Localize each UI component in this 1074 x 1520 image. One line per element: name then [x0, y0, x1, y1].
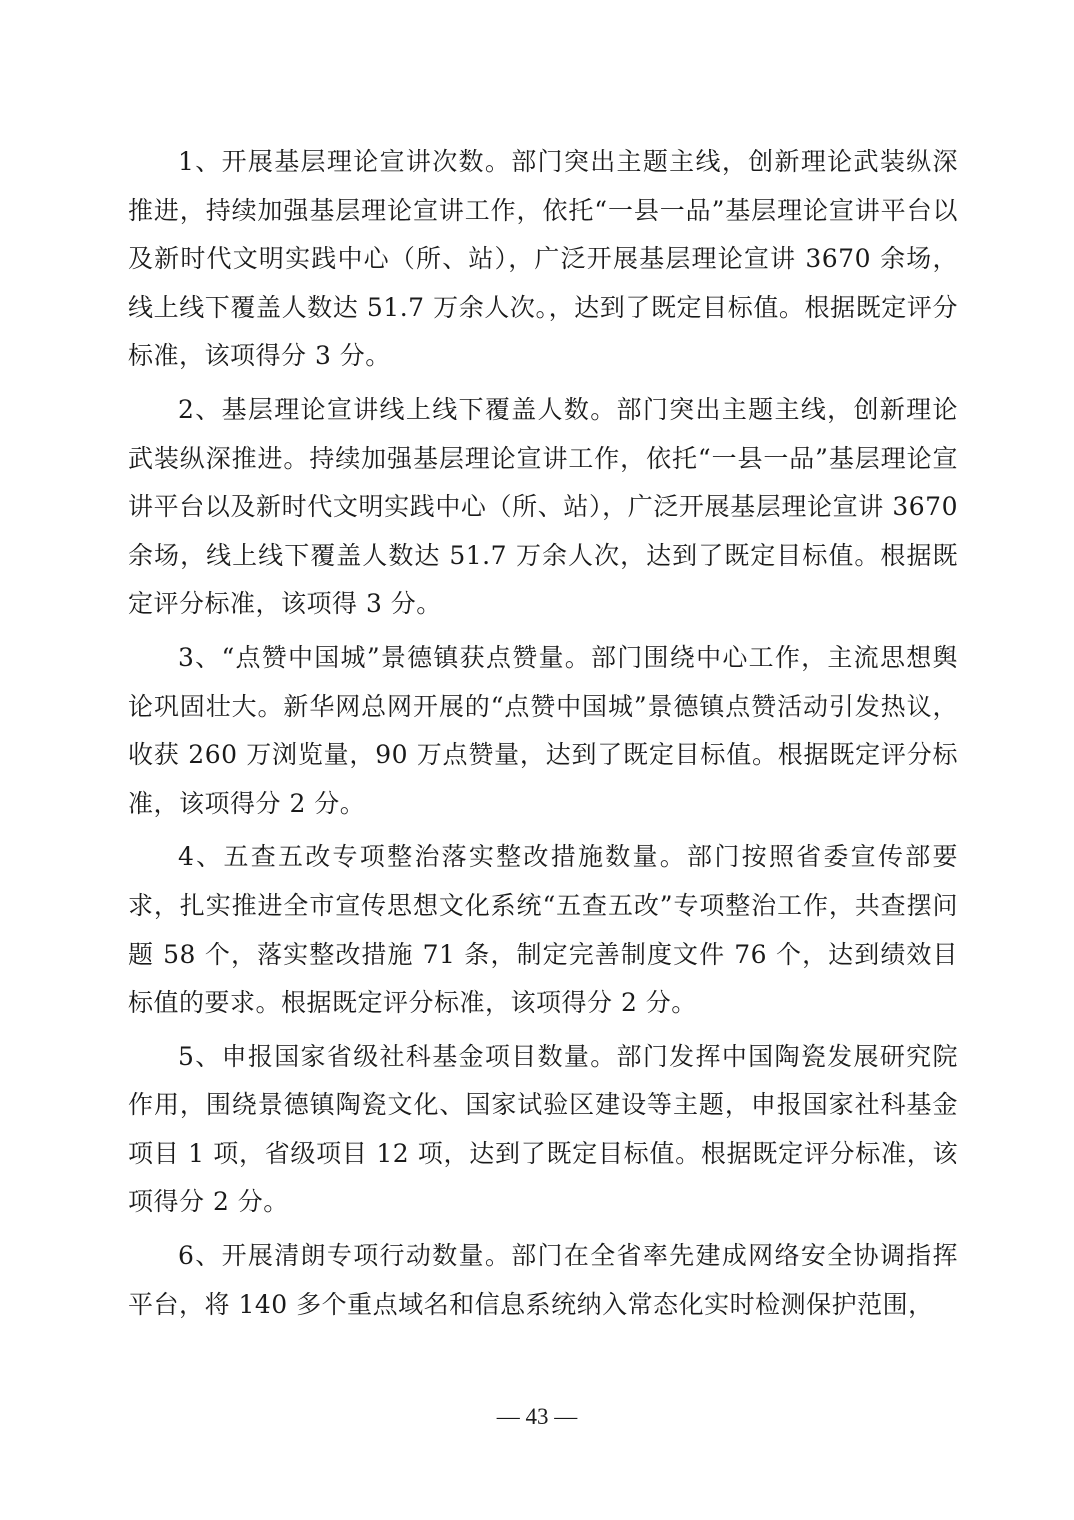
- paragraph-5: 5、申报国家省级社科基金项目数量。部门发挥中国陶瓷发展研究院作用，围绕景德镇陶瓷文化、国家试验区建设等主题，申报国家社科基金项目 1 项，省级项目 12 项，达到了既定目标值。根据既定评分标准，该项得分 2 分。: [128, 1041, 958, 1217]
- paragraph-3: 3、“点赞中国城”景德镇获点赞量。部门围绕中心工作，主流思想舆论巩固壮大。新华网总网开展的“点赞中国城”景德镇点赞活动引发热议，收获 260 万浏览量，90 万点赞量，达到了既定目标值。根据既定评分标准，该项得分 2 分。: [128, 642, 958, 818]
- paragraph-4: 4、五查五改专项整治落实整改措施数量。部门按照省委宣传部要求，扎实推进全市宣传思想文化系统“五查五改”专项整治工作，共查摆问题 58 个，落实整改措施 71 条，制定完善制度文件 76 个，达到绩效目标值的要求。根据既定评分标准，该项得分 2 分。: [128, 842, 958, 1018]
- paragraph-6: 6、开展清朗专项行动数量。部门在全省率先建成网络安全协调指挥平台，将 140 多个重点域名和信息系统纳入常态化实时检测保护范围，: [128, 1241, 958, 1319]
- body-text: [128, 138, 958, 1334]
- page-number: — 43 —: [496, 1404, 578, 1429]
- paragraph-1: 1、开展基层理论宣讲次数。部门突出主题主线，创新理论武装纵深推进，持续加强基层理论宣讲工作，依托“一县一品”基层理论宣讲平台以及新时代文明实践中心（所、站），广泛开展基层理论宣讲 3670 余场，线上线下覆盖人数达 51.7 万余人次。，达到了既定目标值。根据既定评分标准，该项得分 3 分。: [128, 147, 958, 371]
- paragraph-2: 2、基层理论宣讲线上线下覆盖人数。部门突出主题主线，创新理论武装纵深推进。持续加强基层理论宣讲工作，依托“一县一品”基层理论宣讲平台以及新时代文明实践中心（所、站），广泛开展基层理论宣讲 3670 余场，线上线下覆盖人数达 51.7 万余人次，达到了既定目标值。根据既定评分标准，该项得 3 分。: [128, 394, 958, 619]
